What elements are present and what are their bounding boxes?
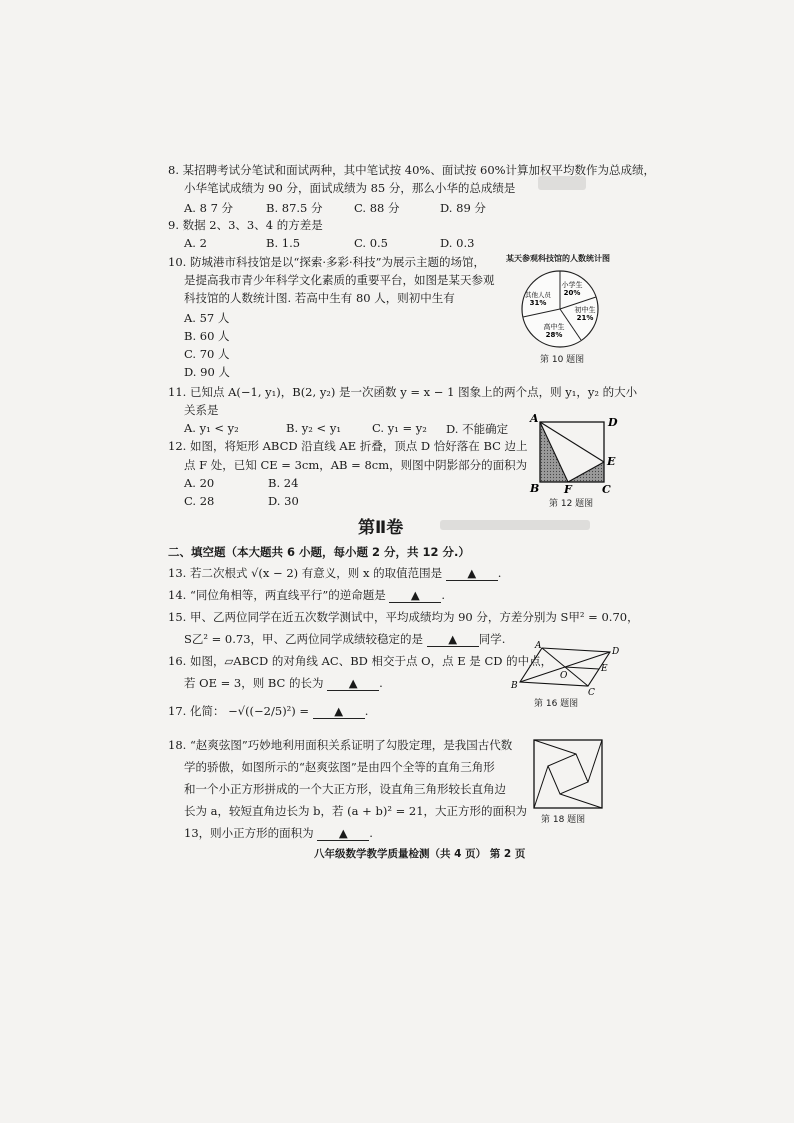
q8-option-b: B. 87.5 分 (266, 201, 323, 215)
q11-option-a: A. y₁ < y₂ (184, 421, 239, 435)
q10-figure-caption: 第 10 题图 (540, 355, 585, 365)
q9-option-d: D. 0.3 (440, 236, 475, 250)
q10-option-c: C. 70 人 (184, 347, 230, 361)
q15-line2 (184, 632, 505, 647)
q16-line1: 16. 如图，▱ABCD 的对角线 AC、BD 相交于点 O，点 E 是 CD 的中点， (168, 654, 553, 668)
label-a: A (530, 412, 539, 425)
q12-rectangle-figure (528, 410, 620, 494)
label-b: B (511, 681, 518, 691)
q12-line1: 12. 如图，将矩形 ABCD 沿直线 AE 折叠，顶点 D 恰好落在 BC 边上 (168, 439, 528, 453)
q13-answer-blank[interactable]: ▲ (446, 566, 498, 581)
q11-line1: 11. 已知点 A(−1, y₁)，B(2, y₂) 是一次函数 y = x − 1 图象上的两个点，则 y₁，y₂ 的大小 (168, 385, 638, 399)
q9-option-b: B. 1.5 (266, 236, 301, 250)
q18-line4: 长为 a，较短直角边长为 b，若 (a + b)² = 21，大正方形的面积为 (184, 804, 528, 818)
outer-square (534, 740, 602, 808)
q15-line2-start: S乙² = 0.73，甲、乙两位同学成绩较稳定的是 (184, 632, 424, 646)
q18-zhaoshuang-figure (530, 738, 606, 810)
pie-label-senior: 高中生 (543, 323, 565, 331)
q10-option-d: D. 90 人 (184, 365, 230, 379)
q18-line5 (184, 826, 373, 841)
label-c: C (588, 688, 595, 696)
label-o: O (560, 671, 568, 681)
part2-heading: 第Ⅱ卷 (358, 518, 404, 538)
page-footer: 八年级数学教学质量检测（共 4 页） 第 2 页 (314, 848, 526, 860)
pie-value-primary: 20% (563, 289, 581, 297)
pie-label-primary: 小学生 (561, 281, 583, 289)
q10-pie-chart (512, 267, 608, 351)
label-f: F (564, 483, 572, 494)
label-a: A (535, 641, 542, 651)
q16-line2 (184, 676, 383, 691)
q18-line5-start: 13，则小正方形的面积为 (184, 826, 314, 840)
q15-answer-blank[interactable]: ▲ (427, 632, 479, 647)
triangle-edge (588, 740, 602, 782)
q10-option-b: B. 60 人 (184, 329, 230, 343)
q18-answer-blank[interactable]: ▲ (317, 826, 369, 841)
label-e: E (607, 455, 616, 468)
q12-option-a: A. 20 (184, 476, 215, 490)
q17-line (168, 704, 368, 719)
label-d: D (608, 416, 618, 429)
scan-smudge (440, 520, 590, 530)
q9-option-a: A. 2 (184, 236, 207, 250)
q18-end: . (369, 826, 373, 840)
q8-option-d: D. 89 分 (440, 201, 486, 215)
q14-answer-blank[interactable]: ▲ (389, 588, 441, 603)
q13-line (168, 566, 501, 581)
q12-figure-caption: 第 12 题图 (549, 499, 594, 509)
q16-parallelogram-figure (508, 640, 620, 696)
q16-end: . (379, 676, 383, 690)
part2-section-title: 二、填空题（本大题共 6 小题，每小题 2 分，共 12 分.） (168, 545, 470, 559)
q9-option-c: C. 0.5 (354, 236, 388, 250)
q13-text: 13. 若二次根式 √(x − 2) 有意义，则 x 的取值范围是 (168, 566, 443, 580)
q17-end: . (364, 704, 369, 718)
q16-line2-start: 若 OE = 3，则 BC 的长为 (184, 676, 324, 690)
q10-option-a: A. 57 人 (184, 311, 230, 325)
label-d: D (612, 647, 620, 657)
q12-line2: 点 F 处，已知 CE = 3cm，AB = 8cm，则图中阴影部分的面积为 (184, 458, 528, 472)
pie-label-junior: 初中生 (574, 306, 596, 314)
q11-option-b: B. y₂ < y₁ (286, 421, 341, 435)
q12-option-c: C. 28 (184, 494, 215, 508)
q8-line1: 8. 某招聘考试分笔试和面试两种，其中笔试按 40%、面试按 60%计算加权平均数作为总成绩， (168, 163, 656, 177)
q11-line2: 关系是 (184, 403, 219, 417)
q18-line3: 和一个小正方形拼成的一个大正方形，设直角三角形较长直角边 (184, 782, 506, 796)
q8-option-a: A. 8 7 分 (184, 201, 234, 215)
q12-option-b: B. 24 (268, 476, 299, 490)
q10-line1: 10. 防城港市科技馆是以“探索·多彩·科技”为展示主题的场馆， (168, 255, 486, 269)
q8-option-c: C. 88 分 (354, 201, 400, 215)
q16-answer-blank[interactable]: ▲ (327, 676, 379, 691)
label-b: B (530, 482, 540, 494)
triangle-edge (534, 740, 576, 754)
label-c: C (602, 483, 611, 494)
q14-text: 14. “同位角相等，两直线平行”的逆命题是 (168, 588, 386, 602)
q10-figure-title: 某天参观科技馆的人数统计图 (506, 254, 610, 263)
q17-expression: −√((−2/5)²) = (228, 704, 310, 718)
label-e: E (601, 664, 608, 674)
q15-line2-end: 同学. (478, 632, 506, 646)
q14-end: . (441, 588, 446, 602)
q13-end: . (497, 566, 502, 580)
pie-label-other: 其他人员 (525, 291, 551, 299)
q17-answer-blank[interactable]: ▲ (313, 704, 365, 719)
triangle-edge (560, 794, 602, 808)
q12-option-d: D. 30 (268, 494, 299, 508)
scan-smudge (538, 176, 586, 190)
triangle-edge (534, 766, 548, 808)
pie-value-junior: 21% (576, 314, 594, 322)
q18-line1: 18. “赵爽弦图”巧妙地利用面积关系证明了勾股定理，是我国古代数 (168, 738, 513, 752)
q8-line2: 小华笔试成绩为 90 分，面试成绩为 85 分，那么小华的总成绩是 (184, 181, 516, 195)
q18-figure-caption: 第 18 题图 (541, 815, 586, 825)
q18-line2: 学的骄傲，如图所示的“赵爽弦图”是由四个全等的直角三角形 (184, 760, 495, 774)
q11-option-c: C. y₁ = y₂ (372, 421, 427, 435)
q17-prefix: 17. 化简： (168, 704, 225, 718)
pie-value-senior: 28% (545, 331, 563, 339)
segment-oe (565, 667, 599, 669)
q11-option-d: D. 不能确定 (446, 422, 509, 436)
q16-figure-caption: 第 16 题图 (534, 699, 579, 709)
q10-line3: 科技馆的人数统计图. 若高中生有 80 人，则初中生有 (184, 291, 455, 305)
q14-line (168, 588, 445, 603)
pie-value-other: 31% (529, 299, 547, 307)
inner-square (548, 754, 588, 794)
q10-line2: 是提高我市青少年科学文化素质的重要平台，如图是某天参观 (184, 273, 495, 287)
q9-line1: 9. 数据 2、3、3、4 的方差是 (168, 218, 323, 232)
q15-line1: 15. 甲、乙两位同学在近五次数学测试中，平均成绩均为 90 分，方差分别为 S甲² = 0.70， (168, 610, 639, 624)
